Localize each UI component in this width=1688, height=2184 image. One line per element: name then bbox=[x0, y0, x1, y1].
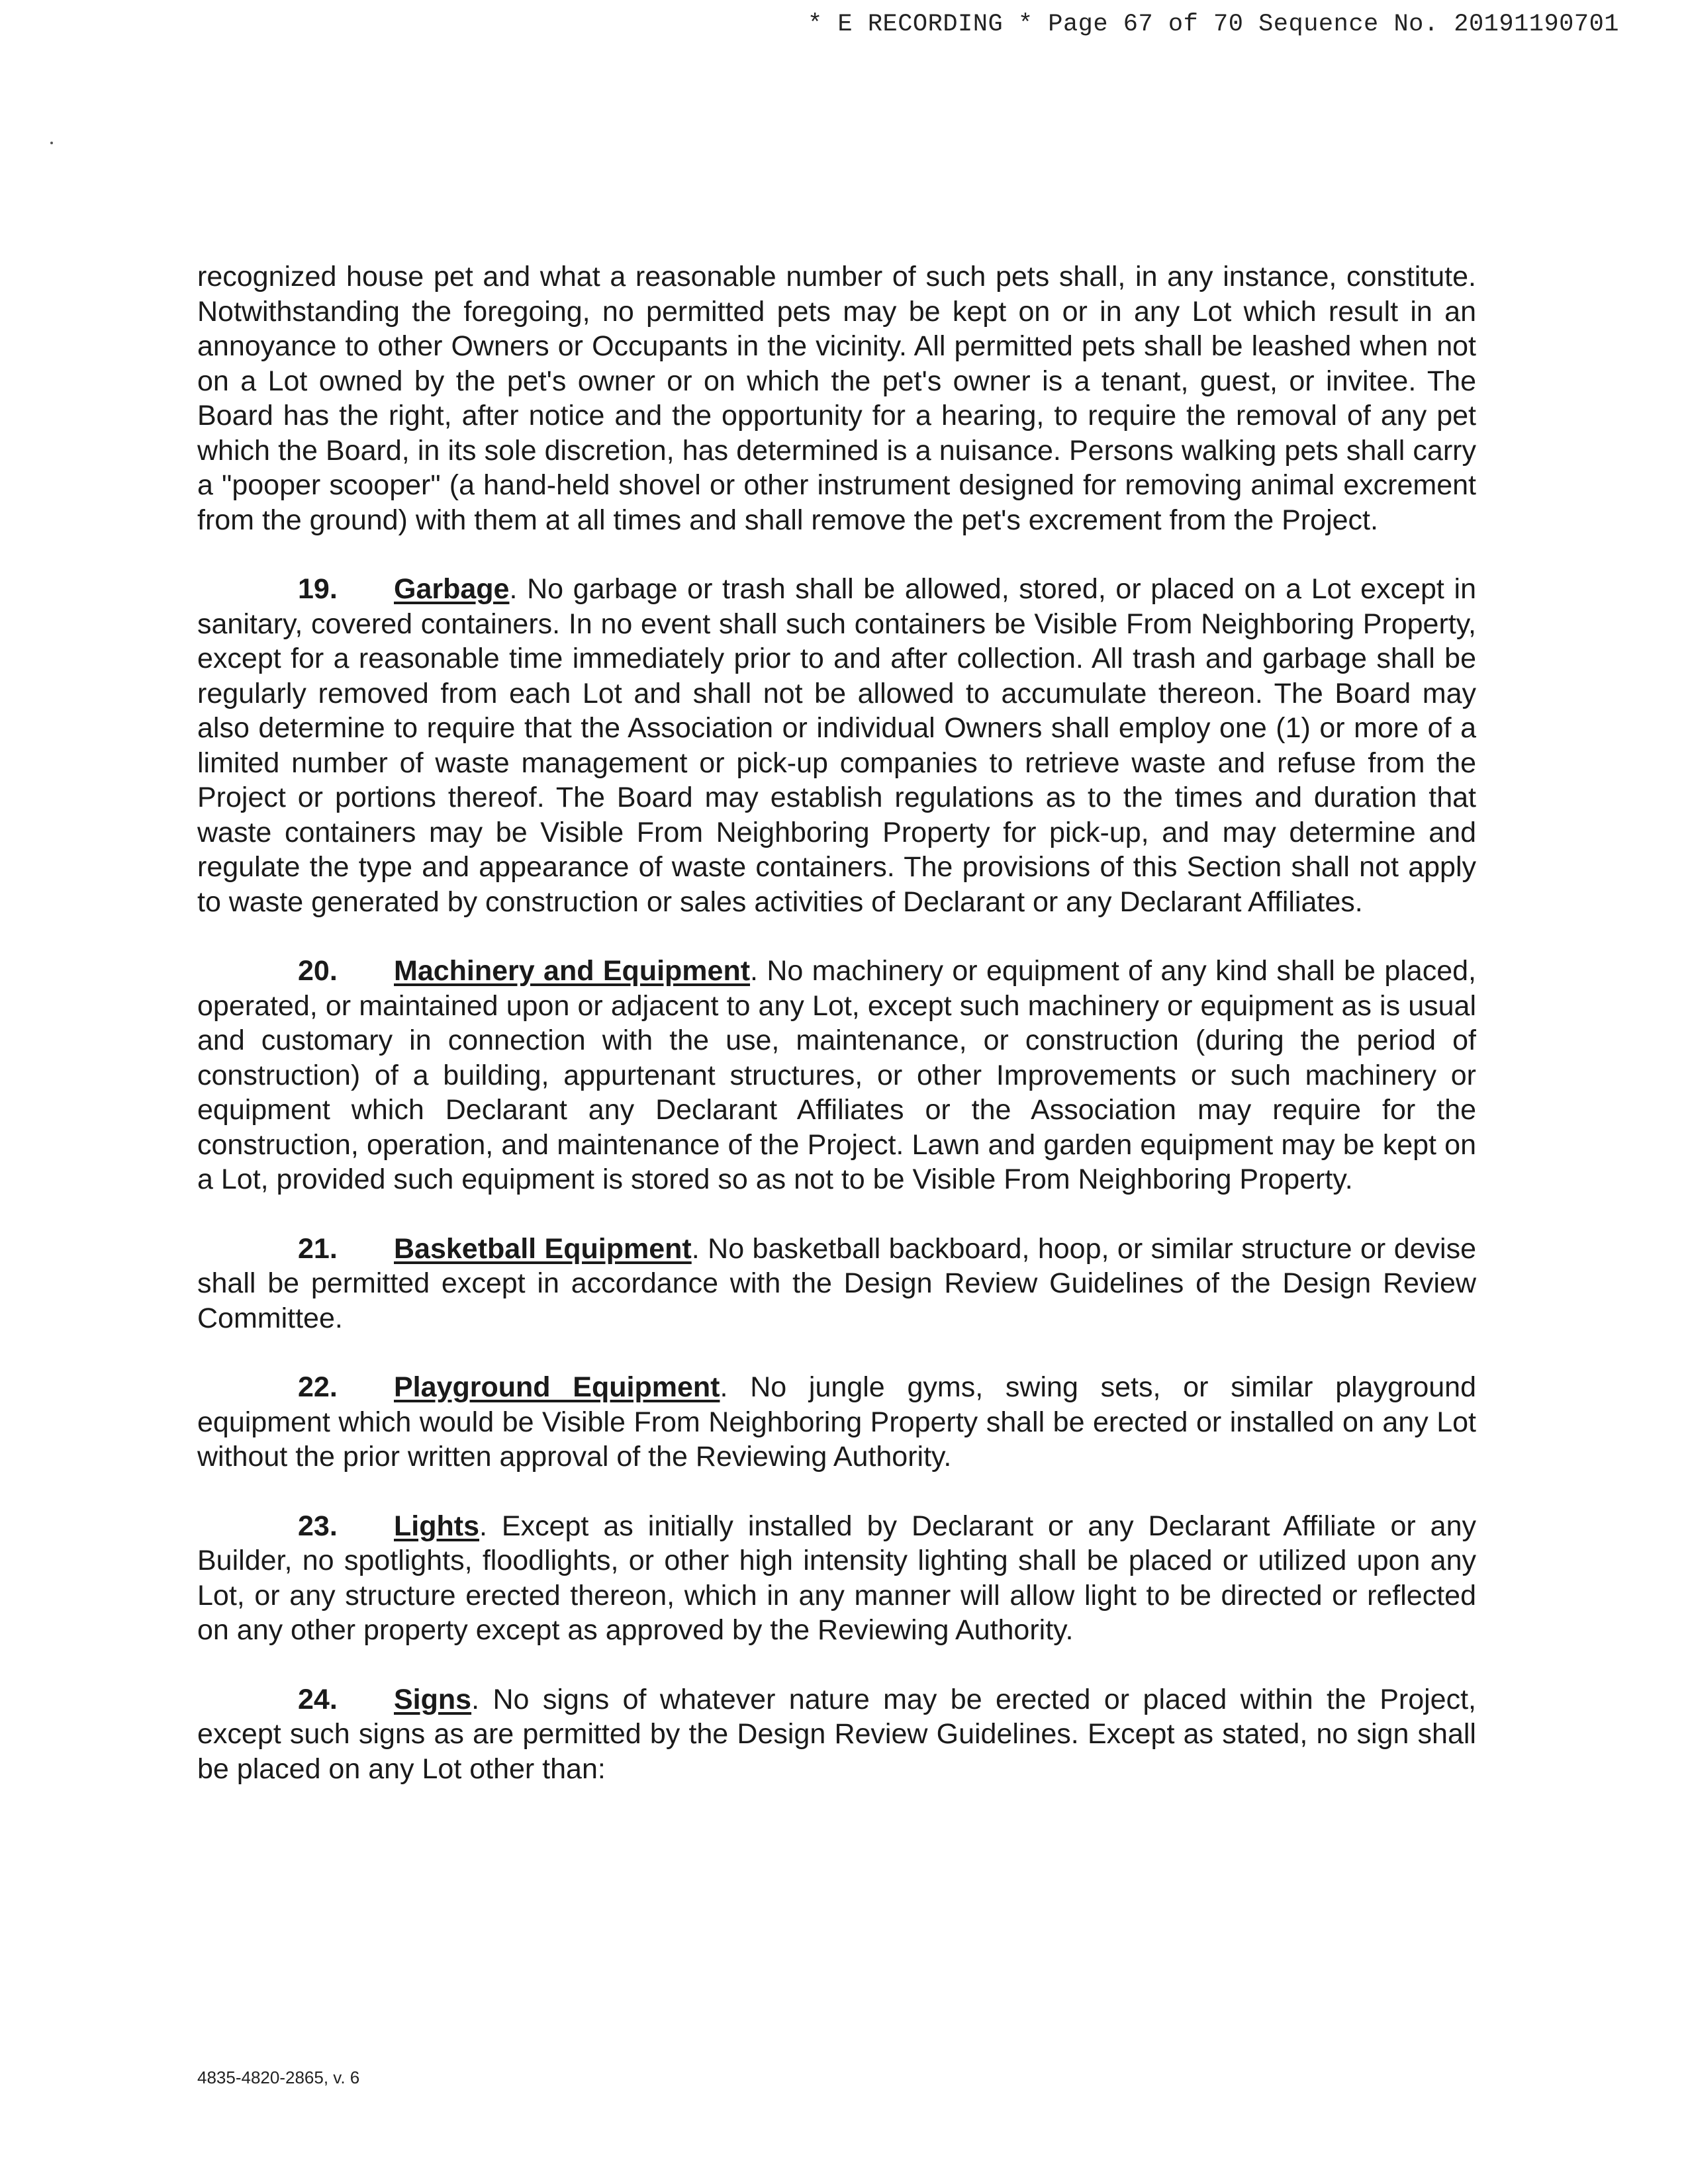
section-number: 21. bbox=[298, 1232, 338, 1265]
section-title: Playground Equipment bbox=[394, 1371, 720, 1403]
section-text: . No machinery or equipment of any kind shall be placed, operated, or maintained upon or adjacent to any Lot, except such machinery or equipment as is usual and customary in connection with the use, maintenance, or construction (during the period of construction) of a building, appurtenant structures, or other Improvements or such machinery or equipment which Declarant any Declarant Affiliates or the Association may require for the construction, operation, and maintenance of the Project. Lawn and garden equipment may be kept on a Lot, provided such equipment is stored so as not to be Visible From Neighboring Property. bbox=[197, 955, 1476, 1195]
section-number: 24. bbox=[298, 1683, 338, 1715]
section-23-lights bbox=[197, 1509, 1476, 1648]
document-id-footer: 4835-4820-2865, v. 6 bbox=[197, 2068, 360, 2087]
section-19-garbage bbox=[197, 572, 1476, 919]
section-title: Signs bbox=[394, 1683, 472, 1715]
section-title: Lights bbox=[394, 1510, 479, 1542]
section-number: 23. bbox=[298, 1510, 338, 1542]
section-text: . No basketball backboard, hoop, or similar structure or devise shall be permitted except in accordance with the Design Review Guidelines of the Design Review Committee. bbox=[197, 1232, 1476, 1334]
section-text: . Except as initially installed by Declarant or any Declarant Affiliate or any Builder, no spotlights, floodlights, or other high intensity lighting shall be placed or utilized upon any Lot, or any structure erected thereon, which in any manner will allow light to be directed or reflected on any other property except as approved by the Reviewing Authority. bbox=[197, 1510, 1476, 1646]
scan-speck bbox=[50, 142, 53, 144]
section-text: . No jungle gyms, swing sets, or similar playground equipment which would be Visible From Neighboring Property shall be erected or installed on any Lot without the prior written approval of the Reviewing Authority. bbox=[197, 1371, 1476, 1473]
section-22-playground bbox=[197, 1370, 1476, 1475]
section-text: . No garbage or trash shall be allowed, stored, or placed on a Lot except in sanitary, covered containers. In no event shall such containers be Visible From Neighboring Property, except for a reasonable time immediately prior to and after collection. All trash and garbage shall be regularly removed from each Lot and shall not be allowed to accumulate thereon. The Board may also determine to require that the Association or individual Owners shall employ one (1) or more of a limited number of waste management or pick-up companies to retrieve waste and refuse from the Project or portions thereof. The Board may establish regulations as to the times and duration that waste containers may be Visible From Neighboring Property for pick-up, and may determine and regulate the type and appearance of waste containers. The provisions of this Section shall not apply to waste generated by construction or sales activities of Declarant or any Declarant Affiliates. bbox=[197, 573, 1476, 918]
document-body bbox=[197, 259, 1476, 1821]
section-number: 19. bbox=[298, 573, 338, 605]
section-21-basketball bbox=[197, 1232, 1476, 1336]
section-number: 20. bbox=[298, 955, 338, 987]
section-24-signs bbox=[197, 1682, 1476, 1787]
section-title: Garbage bbox=[394, 573, 510, 605]
section-number: 22. bbox=[298, 1371, 338, 1403]
recording-header: * E RECORDING * Page 67 of 70 Sequence No. 20191190701 bbox=[808, 11, 1619, 38]
continuation-paragraph: recognized house pet and what a reasonable number of such pets shall, in any instance, constitute. Notwithstanding the foregoing, no permitted pets may be kept on or in any Lot which result in an annoyance to other Owners or Occupants in the vicinity. All permitted pets shall be leashed when not on a Lot owned by the pet's owner or on which the pet's owner is a tenant, guest, or invitee. The Board has the right, after notice and the opportunity for a hearing, to require the removal of any pet which the Board, in its sole discretion, has determined is a nuisance. Persons walking pets shall carry a "pooper scooper" (a hand-held shovel or other instrument designed for removing animal excrement from the ground) with them at all times and shall remove the pet's excrement from the Project. bbox=[197, 261, 1476, 536]
section-20-machinery bbox=[197, 954, 1476, 1197]
section-text: . No signs of whatever nature may be erected or placed within the Project, except such signs as are permitted by the Design Review Guidelines. Except as stated, no sign shall be placed on any Lot other than: bbox=[197, 1683, 1476, 1785]
section-title: Basketball Equipment bbox=[394, 1232, 692, 1265]
section-title: Machinery and Equipment bbox=[394, 955, 751, 987]
